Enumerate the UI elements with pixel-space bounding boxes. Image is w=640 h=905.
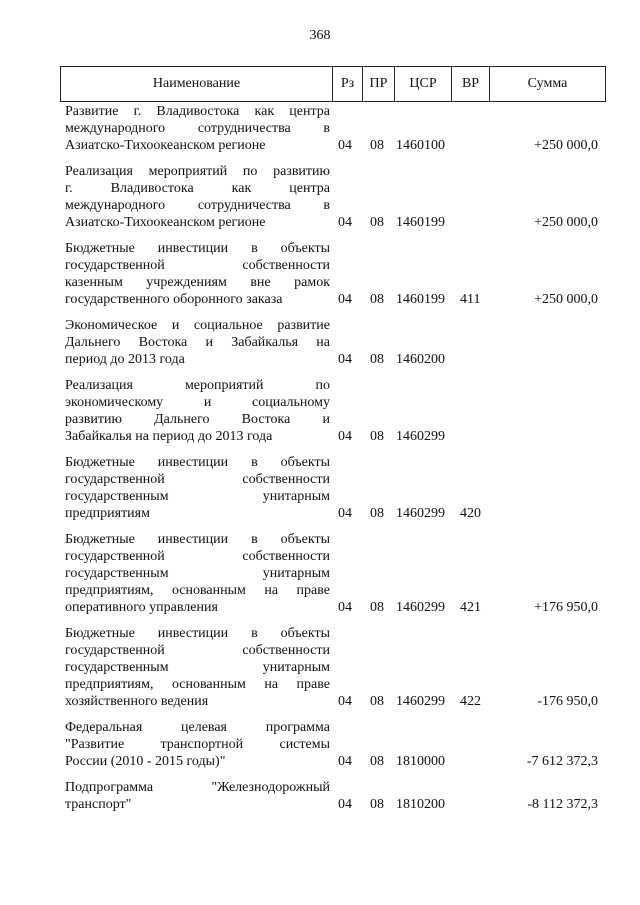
row-pr: 08	[370, 600, 384, 615]
row-name-line: хозяйственного ведения	[65, 694, 209, 709]
row-csr: 1810200	[396, 797, 445, 812]
row-csr: 1460100	[396, 138, 445, 153]
row-name-line: государственной собственности	[65, 258, 330, 273]
row-name-line: развитию Дальнего Востока и	[65, 412, 330, 427]
table-row	[0, 240, 640, 308]
header-pr: ПР	[362, 67, 394, 101]
row-name	[65, 377, 330, 445]
row-pr: 08	[370, 797, 384, 812]
row-csr: 1810000	[396, 754, 445, 769]
row-name-line: Развитие г. Владивостока как центра	[65, 104, 330, 119]
row-name-line: Азиатско-Тихоокеанском регионе	[65, 138, 266, 153]
table-row	[0, 719, 640, 770]
table-row	[0, 163, 640, 231]
row-pr: 08	[370, 754, 384, 769]
row-name	[65, 625, 330, 710]
row-rz: 04	[338, 600, 352, 615]
table-row	[0, 531, 640, 616]
row-name	[65, 240, 330, 308]
header-vr: ВР	[451, 67, 489, 101]
row-name-line: Реализация мероприятий по развитию	[65, 164, 330, 179]
row-pr: 08	[370, 694, 384, 709]
row-sum: +250 000,0	[534, 292, 598, 307]
row-name	[65, 163, 330, 231]
header-rz: Рз	[332, 67, 362, 101]
row-csr: 1460199	[396, 215, 445, 230]
row-name-line: Бюджетные инвестиции в объекты	[65, 455, 330, 470]
row-name-line: государственной собственности	[65, 643, 330, 658]
row-name-line: государственным унитарным	[65, 660, 330, 675]
row-csr: 1460299	[396, 694, 445, 709]
row-name	[65, 454, 330, 522]
row-name-line: Дальнего Востока и Забайкалья на	[65, 335, 330, 350]
row-rz: 04	[338, 429, 352, 444]
row-name-line: Экономическое и социальное развитие	[65, 318, 330, 333]
page-number: 368	[309, 28, 331, 43]
row-name	[65, 103, 330, 154]
row-name-line: Бюджетные инвестиции в объекты	[65, 241, 330, 256]
row-name-line: казенным учреждениям вне рамок	[65, 275, 330, 290]
row-rz: 04	[338, 506, 352, 521]
row-rz: 04	[338, 292, 352, 307]
row-name-line: государственной собственности	[65, 472, 330, 487]
row-rz: 04	[338, 352, 352, 367]
row-rz: 04	[338, 215, 352, 230]
row-pr: 08	[370, 506, 384, 521]
row-name-line: России (2010 - 2015 годы)"	[65, 754, 226, 769]
row-name-line: Реализация мероприятий по	[65, 378, 330, 393]
row-sum: -8 112 372,3	[527, 797, 598, 812]
row-name-line: Забайкалья на период до 2013 года	[65, 429, 273, 444]
table-row	[0, 103, 640, 154]
table-header	[60, 66, 606, 102]
row-name-line: экономическому и социальному	[65, 395, 330, 410]
row-pr: 08	[370, 352, 384, 367]
table-row	[0, 317, 640, 368]
row-name-line: предприятиям	[65, 506, 150, 521]
row-rz: 04	[338, 754, 352, 769]
row-name-line: международного сотрудничества в	[65, 121, 330, 136]
row-pr: 08	[370, 138, 384, 153]
row-name-line: государственным унитарным	[65, 566, 330, 581]
row-sum: +250 000,0	[534, 138, 598, 153]
table-row	[0, 625, 640, 710]
row-name	[65, 719, 330, 770]
row-rz: 04	[338, 797, 352, 812]
row-csr: 1460299	[396, 506, 445, 521]
row-name-line: транспорт"	[65, 797, 132, 812]
row-csr: 1460299	[396, 600, 445, 615]
row-name	[65, 531, 330, 616]
row-name-line: Азиатско-Тихоокеанском регионе	[65, 215, 266, 230]
table-row	[0, 377, 640, 445]
row-sum: -7 612 372,3	[526, 754, 598, 769]
header-name: Наименование	[152, 76, 241, 91]
header-sum: Сумма	[489, 67, 605, 101]
table-row	[0, 454, 640, 522]
row-rz: 04	[338, 694, 352, 709]
row-name-line: Подпрограмма "Железнодорожный	[65, 780, 330, 795]
row-name-line: предприятиям, основанным на праве	[65, 583, 330, 598]
header-csr: ЦСР	[394, 67, 451, 101]
row-sum: +176 950,0	[534, 600, 598, 615]
row-pr: 08	[370, 429, 384, 444]
row-name	[65, 317, 330, 368]
row-sum: +250 000,0	[534, 215, 598, 230]
row-vr: 421	[460, 600, 481, 615]
row-name-line: Бюджетные инвестиции в объекты	[65, 532, 330, 547]
row-name-line: государственным унитарным	[65, 489, 330, 504]
row-csr: 1460200	[396, 352, 445, 367]
row-vr: 420	[460, 506, 481, 521]
row-name-line: период до 2013 года	[65, 352, 185, 367]
row-pr: 08	[370, 292, 384, 307]
row-sum: -176 950,0	[537, 694, 598, 709]
row-vr: 422	[460, 694, 481, 709]
row-name-line: Бюджетные инвестиции в объекты	[65, 626, 330, 641]
row-name-line: "Развитие транспортной системы	[65, 737, 330, 752]
row-name-line: предприятиям, основанным на праве	[65, 677, 330, 692]
row-pr: 08	[370, 215, 384, 230]
row-name-line: оперативного управления	[65, 600, 218, 615]
row-name-line: международного сотрудничества в	[65, 198, 330, 213]
row-name-line: г. Владивостока как центра	[65, 181, 330, 196]
row-csr: 1460299	[396, 429, 445, 444]
row-vr: 411	[460, 292, 481, 307]
row-name-line: государственного оборонного заказа	[65, 292, 283, 307]
row-name-line: государственной собственности	[65, 549, 330, 564]
row-name-line: Федеральная целевая программа	[65, 720, 330, 735]
row-name	[65, 779, 330, 813]
row-csr: 1460199	[396, 292, 445, 307]
table-row	[0, 779, 640, 813]
row-rz: 04	[338, 138, 352, 153]
